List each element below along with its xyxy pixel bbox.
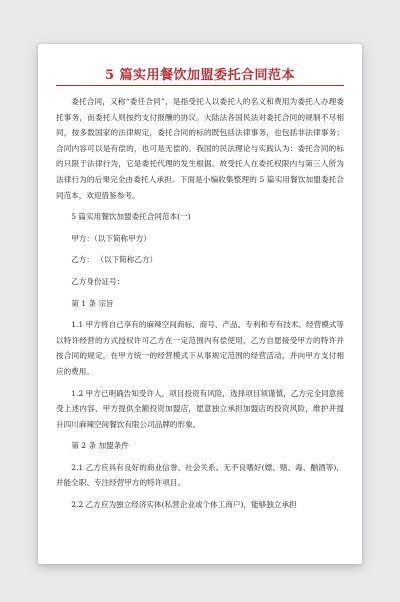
- party-a-field: 甲方：（以下简称甲方）: [71, 233, 151, 243]
- contract-subtitle: 5 篇实用餐饮加盟委托合同范本(一): [71, 212, 191, 222]
- document-page: [38, 44, 362, 564]
- clause-1-1: 1.1 甲方将自己享有的麻辣空间商标、商号、产品、专利和专有技术、经营模式等以特许经营的方式授权许可乙方在一定范围内有偿使用，乙方自愿接受甲方的特许并按合同的规定，在甲方统一的经营模式下从事规定范围的经营活动，并向甲方支付相应的费用。: [56, 320, 344, 376]
- document-body: [56, 94, 344, 513]
- clause-1-2: 1.2 甲方已明确告知受许人，项目投资有风险，选择项目须谨慎，乙方完全同意接受上述内容，甲方提供全额投资加盟店，愿意独立承担加盟店的投资风险，维护并提升四川麻辣空间餐饮有限公司品牌的形象。: [56, 388, 344, 429]
- clause-2-2: 2.2 乙方应为独立经济实体(私营企业或个体工商户)，能够独立承担: [71, 500, 297, 510]
- article-1-heading: 第 1 条 宗旨: [71, 298, 114, 308]
- clause-2-1: 2.1 乙方应具有良好的商业信誉、社会关系、无不良嗜好(嫖、赌、毒、酗酒等)，并能全职、专注经营甲方的特许项目。: [56, 462, 344, 488]
- party-b-field: 乙方： （以下简称乙方）: [71, 255, 158, 265]
- title-divider: [56, 85, 344, 86]
- document-title: 5 篇实用餐饮加盟委托合同范本: [104, 68, 296, 83]
- party-b-id-field: 乙方身份证号：: [71, 276, 125, 286]
- article-2-heading: 第 2 条 加盟条件: [71, 441, 129, 451]
- intro-paragraph: 委托合同，又称“委任合同”，是指受托人以委托人的名义和费用为委托人办理委托事务，而委托人则按约支付报酬的协议。大陆法各国民法对委托合同的规制不尽相同，按多数国家的法律规定，委托合同的标的既包括法律事务，也包括非法律事务；合同内容可以是有偿的，也可是无偿的。我国的民法理论与实践认为：委托合同的标的只限于法律行为，它是委托代理的发生根据。故受托人在委托权限内与第三人所为法律行为的后果完全由委托人承担。下面是小编收集整理的 5 篇实用餐饮加盟委托合同范本，欢迎借鉴参考。: [56, 97, 344, 200]
